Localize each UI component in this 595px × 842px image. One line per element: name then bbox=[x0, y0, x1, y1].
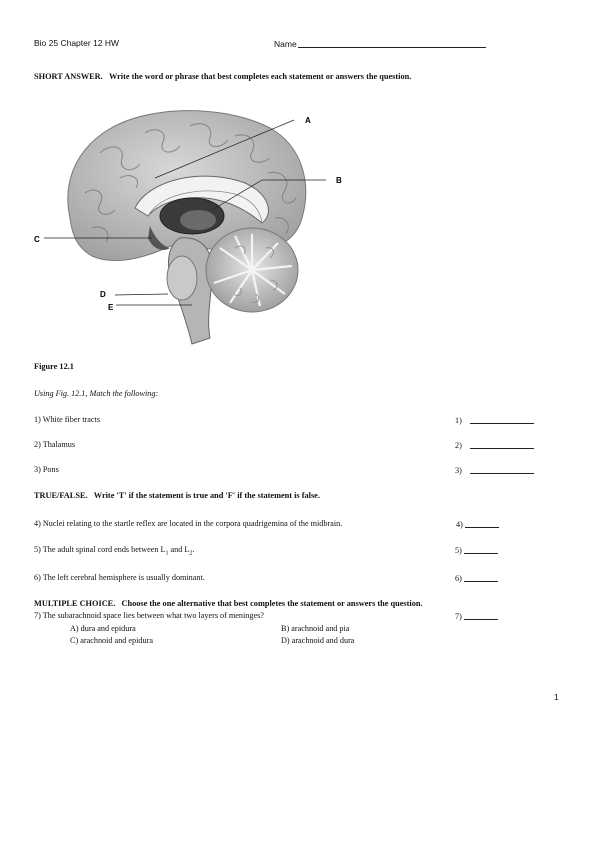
mc-option-d: D) arachnoid and dura bbox=[281, 636, 355, 645]
matching-item-1: 1) White fiber tracts bbox=[34, 415, 101, 424]
true-false-item-4: 4) Nuclei relating to the startle reflex are located in the corpora quadrigemina of the midbrain. bbox=[34, 519, 343, 528]
true-false-item-5 bbox=[34, 545, 194, 557]
mc-option-c: C) arachnoid and epidura bbox=[70, 636, 153, 645]
matching-answer-1[interactable] bbox=[455, 415, 534, 425]
true-false-section bbox=[34, 491, 320, 500]
pons bbox=[167, 256, 197, 300]
tf-answer-4[interactable] bbox=[456, 519, 499, 529]
name-field[interactable] bbox=[274, 38, 486, 49]
answer-blank-1[interactable] bbox=[470, 415, 534, 424]
matching-number-1: 1) bbox=[455, 416, 462, 425]
tf-answer-5[interactable] bbox=[455, 545, 498, 555]
short-answer-section bbox=[34, 72, 411, 81]
answer-blank-3[interactable] bbox=[470, 465, 534, 474]
true-false-instructions: Write 'T' if the statement is true and 'F' if the statement is false. bbox=[93, 491, 320, 500]
cerebellum bbox=[206, 228, 298, 312]
brain-diagram bbox=[30, 98, 360, 348]
tf-blank-6[interactable] bbox=[464, 573, 498, 582]
multiple-choice-heading: MULTIPLE CHOICE. bbox=[34, 599, 116, 608]
tf-answer-6[interactable] bbox=[455, 573, 498, 583]
mc-blank-7[interactable] bbox=[464, 611, 498, 620]
mc-answer-7[interactable] bbox=[455, 611, 498, 621]
multiple-choice-instructions: Choose the one alternative that best completes the statement or answers the question. bbox=[121, 599, 423, 608]
mc-option-a: A) dura and epidura bbox=[70, 624, 136, 633]
tf-number-4: 4) bbox=[456, 520, 463, 529]
label-d: D bbox=[100, 290, 106, 299]
label-a: A bbox=[305, 116, 311, 125]
label-b: B bbox=[336, 176, 342, 185]
label-c: C bbox=[34, 235, 40, 244]
matching-number-3: 3) bbox=[455, 466, 462, 475]
true-false-heading: TRUE/FALSE. bbox=[34, 491, 88, 500]
matching-answer-2[interactable] bbox=[455, 440, 534, 450]
matching-number-2: 2) bbox=[455, 441, 462, 450]
tf-number-6: 6) bbox=[455, 574, 462, 583]
tf-item-5-text: 5) The adult spinal cord ends between L bbox=[34, 545, 166, 554]
page-number: 1 bbox=[554, 692, 559, 702]
mc-question-7: 7) The subarachnoid space lies between what two layers of meninges? bbox=[34, 611, 264, 620]
short-answer-heading: SHORT ANSWER. bbox=[34, 72, 103, 81]
true-false-item-6: 6) The left cerebral hemisphere is usually dominant. bbox=[34, 573, 205, 582]
answer-blank-2[interactable] bbox=[470, 440, 534, 449]
tf-number-5: 5) bbox=[455, 546, 462, 555]
label-e: E bbox=[108, 303, 114, 312]
figure-caption: Figure 12.1 bbox=[34, 362, 74, 371]
matching-answer-3[interactable] bbox=[455, 465, 534, 475]
matching-item-2: 2) Thalamus bbox=[34, 440, 76, 449]
name-label: Name bbox=[274, 39, 297, 49]
course-title: Bio 25 Chapter 12 HW bbox=[34, 38, 120, 48]
mc-option-b: B) arachnoid and pia bbox=[281, 624, 350, 633]
tf-item-5-sub-2: 2 bbox=[189, 550, 193, 557]
matching-item-3: 3) Pons bbox=[34, 465, 59, 474]
tf-item-5-end: . bbox=[192, 545, 195, 554]
multiple-choice-section bbox=[34, 599, 423, 608]
tf-item-5-mid: and L bbox=[168, 545, 190, 554]
mc-number-7: 7) bbox=[455, 612, 462, 621]
figure-instruction: Using Fig. 12.1, Match the following: bbox=[34, 389, 159, 398]
tf-blank-5[interactable] bbox=[464, 545, 498, 554]
tf-blank-4[interactable] bbox=[465, 519, 499, 528]
tf-item-5-sub-1: 1 bbox=[165, 550, 169, 557]
short-answer-instructions: Write the word or phrase that best completes each statement or answers the question. bbox=[108, 72, 412, 81]
name-blank-line[interactable] bbox=[298, 38, 486, 48]
